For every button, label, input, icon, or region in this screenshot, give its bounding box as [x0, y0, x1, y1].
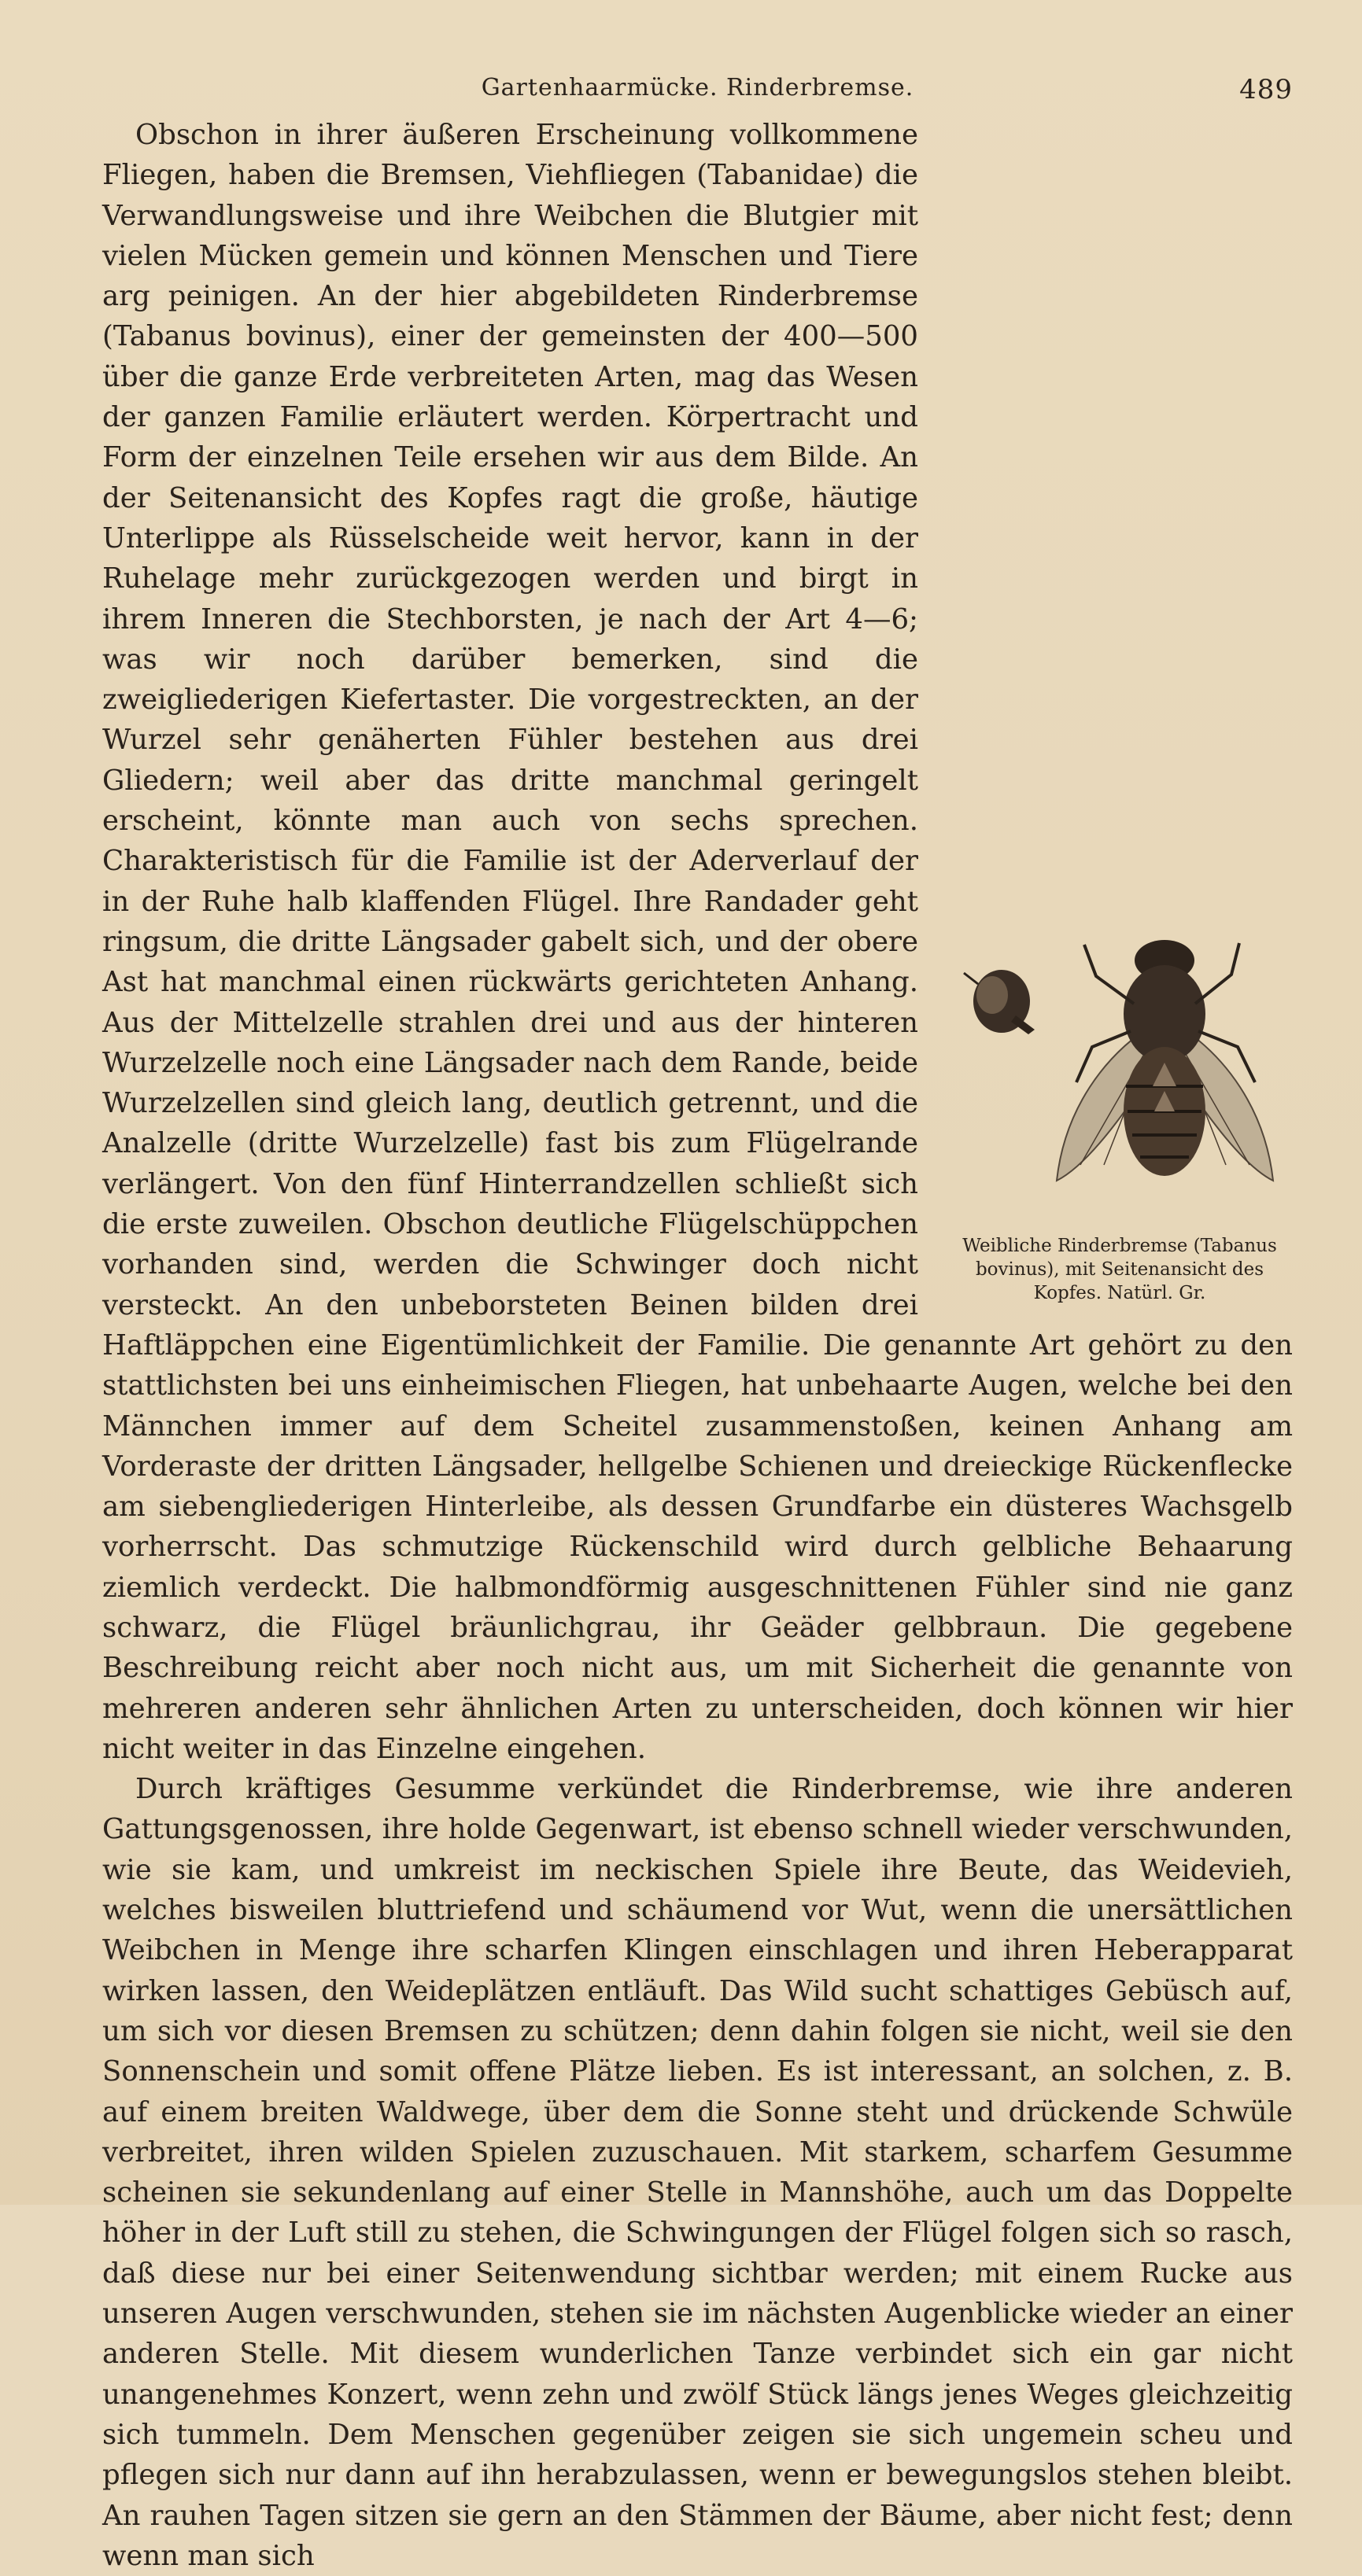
- paragraph-2: Durch kräftiges Gesumme verkündet die Rinderbremse, wie ihre anderen Gattungsgenossen, ihre holde Gegenwart, ist ebenso schnell wieder verschwunden, wie sie kam, und umkreist im neckischen Spiele ihre Beute, das Weidevieh, welches bisweilen bluttriefend und schäumend vor Wut, wenn die unersättlichen Weibchen in Menge ihre scharfen Klingen einschlagen und ihren Heberapparat wirken lassen, den Weideplätzen entläuft. Das Wild sucht schattiges Gebüsch auf, um sich vor diesen Bremsen zu schützen; denn dahin folgen sie nicht, weil sie den Sonnenschein und somit offene Plätze lieben. Es ist interessant, an solchen, z. B. auf einem breiten Waldwege, über dem die Sonne steht und drückende Schwüle verbreitet, ihren wilden Spielen zuzuschauen. Mit starkem, scharfem Gesumme scheinen sie sekundenlang auf einer Stelle in Mannshöhe, auch um das Doppelte höher in der Luft still zu stehen, die Schwingungen der Flügel folgen sich so rasch, daß diese nur bei einer Seitenwendung sichtbar werden; mit einem Rucke aus unseren Augen verschwunden, stehen sie im nächsten Augenblicke wieder an einer anderen Stelle. Mit diesem wunderlichen Tanze verbindet sich ein gar nicht unangenehmes Konzert, wenn zehn und zwölf Stück längs jenes Weges gleichzeitig sich tummeln. Dem Menschen gegenüber zeigen sie sich ungemein scheu und pflegen sich nur dann auf ihn herabzulassen, wenn er bewegungslos stehen bleibt. An rauhen Tagen sitzen sie gern an den Stämmen der Bäume, aber nicht fest; denn wenn man sich: [102, 1773, 1293, 2572]
- head-side-view-icon: [964, 970, 1035, 1034]
- paragraph-1: Obschon in ihrer äußeren Erscheinung vollkommene Fliegen, haben die Bremsen, Viehfliegen (Tabanidae) die Verwandlungsweise und ihre Weibchen die Blutgier mit vielen Mücken gemein und können Menschen und Tiere arg peinigen. An der hier abgebildeten Rinderbremse (Tabanus bovinus), einer der gemeinsten der 400—500 über die ganze Erde verbreiteten Arten, mag das Wesen der ganzen Familie erläutert werden. Körpertracht und Form der einzelnen Teile ersehen wir aus dem Bilde. An der Seitenansicht des Kopfes ragt die große, häutige Unterlippe als Rüsselscheide weit hervor, kann in der Ruhelage mehr zurückgezogen werden und birgt in ihrem Inneren die Stechborsten, je nach der Art 4—6; was wir noch darüber bemerken, sind die zweigliederigen Kiefertaster. Die vorgestreckten, an der Wurzel sehr genäherten Fühler bestehen aus drei Gliedern; weil aber das dritte manchmal geringelt erscheint, könnte man auch von sechs sprechen. Charakteristisch für die Familie ist der Aderverlauf der in der Ruhe halb klaffenden Flügel. Ihre Randader geht ringsum, die dritte Längsader gabelt sich, und der obere Ast hat manchmal einen rückwärts gerichteten Anhang. Aus der Mittelzelle strahlen drei und aus der hinteren Wurzelzelle noch eine Längsader nach dem Rande, beide Wurzelzellen sind gleich lang, deutlich getrennt, und die Analzelle (dritte Wurzelzelle) fast bis zum Flügelrande verlängert. Von den fünf Hinterrandzellen schließt sich die erste zuweilen. Obschon deutliche Flügelschüppchen vorhanden sind, werden die Schwinger doch nicht versteckt. An den unbeborsteten Beinen bilden drei Haftläppchen eine Eigentümlichkeit der Familie. Die genannte Art gehört zu den stattlichsten bei uns einheimischen Fliegen, hat unbehaarte Augen, welche bei den Männchen immer auf dem Scheitel zusammenstoßen, keinen Anhang am Vorderaste der dritten Längsader, hellgelbe Schienen und dreieckige Rückenflecke am siebengliederigen Hinterleibe, als dessen Grundfarbe ein düsteres Wachsgelb vorherrscht. Das schmutzige Rückenschild wird durch gelbliche Behaarung ziemlich verdeckt. Die halbmondförmig ausgeschnittenen Fühler sind nie ganz schwarz, die Flügel bräunlichgrau, ihr Geäder gelbbraun. Die gegebene Beschreibung reicht aber noch nicht aus, um mit Sicherheit die genannte von mehreren anderen sehr ähnlichen Arten zu unterscheiden, doch können wir hier nicht weiter in das Einzelne eingehen.: [102, 119, 1293, 1765]
- running-head: [102, 68, 1293, 115]
- fly-body-icon: [1057, 940, 1273, 1181]
- horsefly-illustration: [947, 929, 1293, 1220]
- figure-caption: Weibliche Rinderbremse (Tabanus bovinus), mit Seitenansicht des Kopfes. Natürl. Gr.: [962, 1236, 1277, 1303]
- page-number: 489: [1239, 74, 1293, 105]
- running-title: Gartenhaarmücke. Rinderbremse.: [481, 74, 914, 101]
- figure-horsefly: [947, 929, 1293, 1305]
- body-text: [102, 115, 1293, 2576]
